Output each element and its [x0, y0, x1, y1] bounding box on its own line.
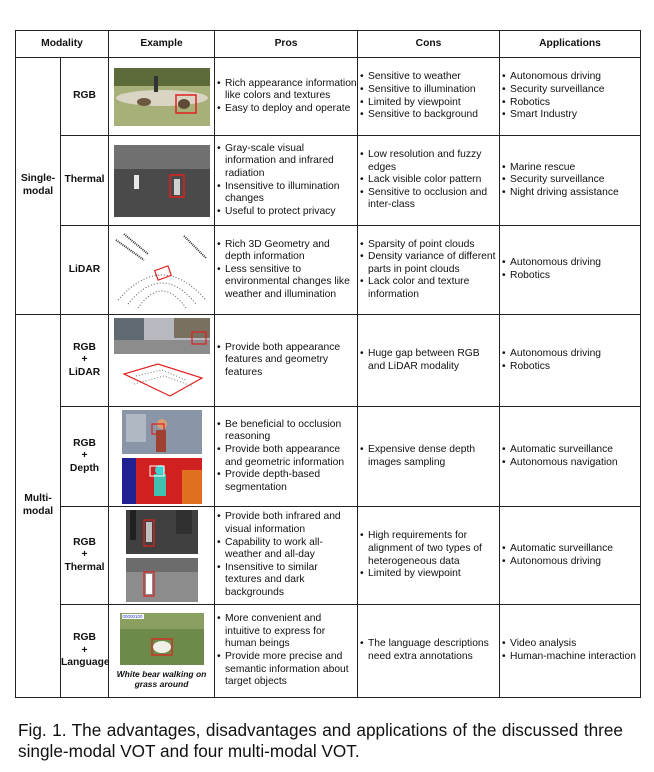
pros-item: • Rich appearance information like colors and textures — [215, 78, 357, 103]
application-item: • Automatic surveillance — [500, 444, 640, 457]
application-item: • Automatic surveillance — [500, 543, 640, 556]
application-item: • Video analysis — [500, 638, 640, 651]
pros-item: • Provide both appearance and geometric information — [215, 444, 357, 469]
pros-item: • Less sensitive to environmental changes like weather and illumination — [215, 264, 357, 302]
modality-line: + — [81, 450, 88, 462]
modality-line: + — [81, 549, 88, 561]
modality-line: LiDAR — [68, 366, 101, 378]
group-multi-label: Multi-modal — [22, 493, 54, 517]
cons-list — [358, 638, 499, 663]
cons-item: • Limited by viewpoint — [358, 97, 499, 110]
application-list — [500, 638, 640, 663]
header-pros: Pros — [215, 31, 358, 58]
modality-cell — [61, 315, 109, 407]
pros-item: • Provide both appearance features and geometry features — [215, 342, 357, 380]
cons-item: • Lack color and texture information — [358, 276, 499, 301]
application-list — [500, 444, 640, 469]
example-cell — [109, 58, 215, 136]
pros-item: • Rich 3D Geometry and depth information — [215, 239, 357, 264]
cons-item: • Sensitive to background — [358, 109, 499, 122]
example-cell — [109, 226, 215, 315]
pros-list — [215, 78, 357, 116]
pros-list — [215, 511, 357, 599]
pros-item: • Insensitive to similar textures and dark backgrounds — [215, 562, 357, 600]
cons-item: • The language descriptions need extra annotations — [358, 638, 499, 663]
application-list — [500, 348, 640, 373]
cons-item: • Limited by viewpoint — [358, 568, 499, 581]
modality-line: Language — [61, 657, 110, 669]
group-single-modal — [16, 58, 61, 315]
cons-list — [358, 239, 499, 302]
header-row — [16, 31, 641, 58]
application-item: • Robotics — [500, 270, 640, 283]
pros-item: • Insensitive to illumination changes — [215, 181, 357, 206]
modality-line: + — [81, 354, 88, 366]
cons-list — [358, 71, 499, 121]
cons-item: • High requirements for alignment of two types of heterogeneous data — [358, 530, 499, 568]
cons-item: • Lack visible color pattern — [358, 174, 499, 187]
modality-line: Thermal — [64, 561, 105, 573]
pros-item: • More convenient and intuitive to express for human beings — [215, 613, 357, 651]
application-item: • Autonomous navigation — [500, 457, 640, 470]
cons-item: • Sensitive to occlusion and inter-class — [358, 187, 499, 212]
cons-item: • Huge gap between RGB and LiDAR modality — [358, 348, 499, 373]
pros-list — [215, 419, 357, 495]
modality-line: RGB — [73, 437, 96, 449]
language-description: White bear walking on grass around — [116, 669, 207, 689]
pros-item: • Provide more precise and semantic information about target objects — [215, 651, 357, 689]
example-cell — [109, 507, 215, 605]
figure-caption: Fig. 1. The advantages, disadvantages and applications of the discussed three single-modal VOT and four multi-modal VOT. — [18, 720, 623, 761]
example-cell — [109, 136, 215, 226]
cons-item: • Sensitive to weather — [358, 71, 499, 84]
modality-cell — [61, 605, 109, 698]
pros-item: • Be beneficial to occlusion reasoning — [215, 419, 357, 444]
modality-line: + — [81, 644, 88, 656]
application-item: • Robotics — [500, 361, 640, 374]
cons-item: • Sparsity of point clouds — [358, 239, 499, 252]
group-multi-modal — [16, 315, 61, 698]
example-cell — [109, 315, 215, 407]
pros-item: • Provide both infrared and visual information — [215, 511, 357, 536]
modality-line: RGB — [73, 341, 96, 353]
pros-item: • Easy to deploy and operate — [215, 103, 357, 116]
example-cell — [109, 407, 215, 507]
pros-list — [215, 143, 357, 219]
table-row — [16, 507, 641, 605]
application-item: • Security surveillance — [500, 84, 640, 97]
rgb-depth-example-image — [122, 410, 202, 504]
application-item: • Security surveillance — [500, 174, 640, 187]
application-item: • Robotics — [500, 97, 640, 110]
comparison-table — [15, 30, 641, 698]
application-item: • Smart Industry — [500, 109, 640, 122]
pros-item: • Provide depth-based segmentation — [215, 469, 357, 494]
application-item: • Human-machine interaction — [500, 651, 640, 664]
pros-item: • Useful to protect privacy — [215, 206, 357, 219]
lidar-example-image — [114, 230, 210, 310]
table-row — [16, 315, 641, 407]
application-item: • Marine rescue — [500, 162, 640, 175]
pros-item: • Gray-scale visual information and infrared radiation — [215, 143, 357, 181]
cons-item: • Sensitive to illumination — [358, 84, 499, 97]
application-list — [500, 162, 640, 200]
rgb-lidar-example-image — [114, 318, 210, 404]
pros-list — [215, 239, 357, 302]
application-item: • Autonomous driving — [500, 257, 640, 270]
modality-line: Depth — [69, 462, 100, 474]
pros-item: • Capability to work all-weather and all-day — [215, 537, 357, 562]
cons-list — [358, 444, 499, 469]
table-row — [16, 58, 641, 136]
rgb-language-example-image — [120, 613, 204, 665]
application-item: • Autonomous driving — [500, 348, 640, 361]
modality-line: RGB — [73, 536, 96, 548]
application-list — [500, 257, 640, 282]
application-item: • Autonomous driving — [500, 556, 640, 569]
header-example: Example — [109, 31, 215, 58]
cons-item: • Low resolution and fuzzy edges — [358, 149, 499, 174]
pros-list — [215, 342, 357, 380]
cons-item: • Density variance of different parts in point clouds — [358, 251, 499, 276]
header-applications: Applications — [500, 31, 641, 58]
modality-cell: LiDAR — [61, 226, 109, 315]
table-row — [16, 605, 641, 698]
rgb-thermal-example-image — [126, 510, 198, 602]
cons-list — [358, 149, 499, 212]
table-row — [16, 226, 641, 315]
modality-cell: Thermal — [61, 136, 109, 226]
frame-badge: 00000100 — [122, 614, 143, 619]
modality-cell — [61, 407, 109, 507]
modality-cell: RGB — [61, 58, 109, 136]
application-list — [500, 543, 640, 568]
application-list — [500, 71, 640, 121]
group-single-label: Single-modal — [20, 173, 56, 197]
header-modality: Modality — [16, 31, 109, 58]
cons-list — [358, 348, 499, 373]
application-item: • Autonomous driving — [500, 71, 640, 84]
table-row — [16, 136, 641, 226]
pros-list — [215, 613, 357, 689]
thermal-example-image — [114, 145, 210, 217]
application-item: • Night driving assistance — [500, 187, 640, 200]
modality-cell — [61, 507, 109, 605]
header-cons: Cons — [358, 31, 500, 58]
cons-item: • Expensive dense depth images sampling — [358, 444, 499, 469]
cons-list — [358, 530, 499, 580]
table-row — [16, 407, 641, 507]
modality-line: RGB — [73, 632, 96, 644]
example-cell — [109, 605, 215, 698]
rgb-example-image — [114, 68, 210, 126]
